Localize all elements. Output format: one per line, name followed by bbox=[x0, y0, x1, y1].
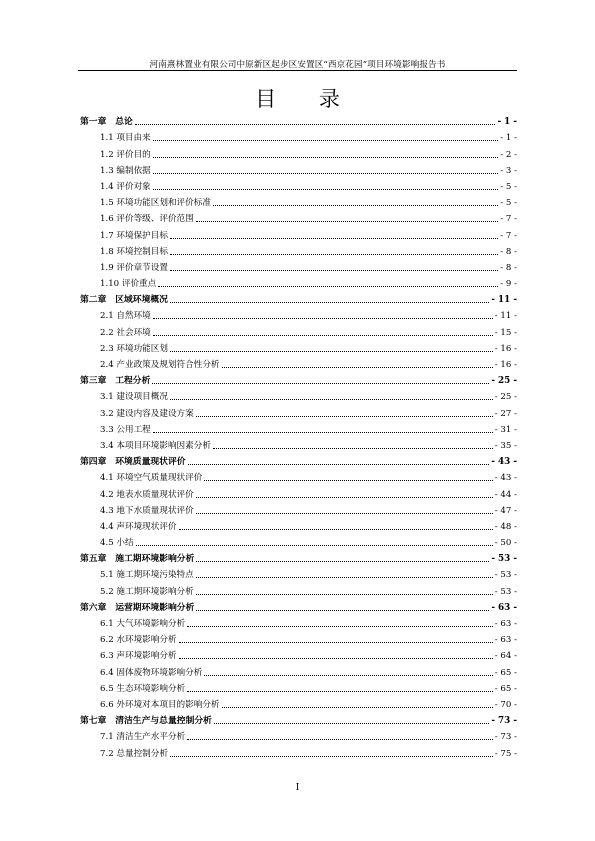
dot-leader bbox=[170, 345, 493, 352]
toc-entry-page: - 31 - bbox=[494, 424, 517, 435]
toc-entry-label: 第三章 工程分析 bbox=[80, 376, 151, 387]
dot-leader bbox=[196, 507, 493, 514]
toc-entry-page: - 47 - bbox=[494, 505, 517, 516]
toc-entry-page: - 35 - bbox=[494, 440, 517, 451]
dot-leader bbox=[222, 701, 493, 708]
toc-entry-label: 6.1 大气环境影响分析 bbox=[100, 619, 186, 629]
toc-section-entry[interactable] bbox=[80, 580, 517, 596]
toc-entry-page: - 15 - bbox=[494, 327, 517, 338]
toc-section-entry[interactable] bbox=[80, 143, 517, 159]
toc-entry-page: - 73 - bbox=[494, 732, 517, 743]
toc-chapter-entry[interactable] bbox=[80, 370, 517, 386]
toc-entry-page: - 8 - bbox=[500, 246, 517, 257]
dot-leader bbox=[170, 296, 489, 303]
toc-section-entry[interactable] bbox=[80, 338, 517, 354]
dot-leader bbox=[213, 442, 493, 449]
dot-leader bbox=[153, 134, 498, 141]
toc-entry-label: 第七章 清洁生产与总量控制分析 bbox=[80, 716, 212, 727]
dot-leader bbox=[188, 458, 490, 465]
toc-section-entry[interactable] bbox=[80, 402, 517, 418]
toc-entry-label: 7.2 总量控制分析 bbox=[100, 748, 168, 759]
toc-entry-page: - 53 - bbox=[494, 586, 517, 597]
toc-entry-page: - 16 - bbox=[494, 360, 517, 370]
table-of-contents bbox=[80, 111, 517, 759]
dot-leader bbox=[213, 199, 498, 206]
toc-entry-page: - 25 - bbox=[491, 376, 517, 387]
toc-title: 目 录 bbox=[255, 87, 358, 111]
dot-leader bbox=[170, 393, 493, 400]
toc-entry-page: - 70 - bbox=[494, 699, 517, 710]
dot-leader bbox=[136, 539, 493, 546]
toc-section-entry[interactable] bbox=[80, 467, 517, 483]
toc-entry-label: 3.3 公用工程 bbox=[100, 424, 151, 435]
dot-leader bbox=[196, 588, 493, 595]
dot-leader bbox=[153, 329, 493, 336]
toc-entry-label: 1.9 评价章节设置 bbox=[100, 262, 168, 273]
toc-section-entry[interactable] bbox=[80, 321, 517, 337]
toc-entry-page: - 50 - bbox=[494, 538, 517, 549]
toc-entry-label: 2.4 产业政策及规划符合性分析 bbox=[100, 360, 220, 370]
toc-section-entry[interactable] bbox=[80, 176, 517, 192]
toc-entry-page: - 5 - bbox=[500, 181, 517, 192]
toc-entry-label: 第五章 施工期环境影响分析 bbox=[80, 554, 195, 565]
toc-entry-page: - 65 - bbox=[494, 667, 517, 678]
dot-leader bbox=[179, 636, 493, 643]
toc-entry-page: - 11 - bbox=[491, 295, 517, 306]
dot-leader bbox=[187, 733, 493, 740]
toc-entry-page: - 11 - bbox=[494, 311, 517, 322]
toc-entry-page: - 2 - bbox=[500, 149, 517, 160]
dot-leader bbox=[170, 232, 498, 239]
toc-entry-label: 4.1 环境空气质量现状评价 bbox=[100, 473, 203, 484]
toc-entry-page: - 44 - bbox=[494, 489, 517, 500]
toc-entry-label: 6.5 生态环境影响分析 bbox=[100, 683, 186, 694]
toc-entry-page: - 8 - bbox=[500, 262, 517, 273]
page-number: I bbox=[295, 783, 300, 793]
toc-entry-label: 6.2 水环境影响分析 bbox=[100, 635, 177, 646]
toc-chapter-entry[interactable] bbox=[80, 548, 517, 564]
toc-entry-label: 5.2 施工期环境影响分析 bbox=[100, 586, 194, 597]
toc-section-entry[interactable] bbox=[80, 273, 517, 289]
toc-section-entry[interactable] bbox=[80, 386, 517, 402]
toc-section-entry[interactable] bbox=[80, 613, 517, 629]
toc-entry-page: - 25 - bbox=[494, 392, 517, 403]
toc-chapter-entry[interactable] bbox=[80, 597, 517, 613]
dot-leader bbox=[196, 571, 493, 578]
dot-leader bbox=[170, 750, 493, 757]
toc-section-entry[interactable] bbox=[80, 661, 517, 677]
toc-entry-label: 3.2 建设内容及建设方案 bbox=[100, 408, 194, 419]
toc-entry-label: 2.2 社会环境 bbox=[100, 327, 151, 338]
toc-entry-label: 4.3 地下水质量现状评价 bbox=[100, 505, 194, 516]
toc-entry-label: 1.10 评价重点 bbox=[100, 279, 157, 290]
toc-section-entry[interactable] bbox=[80, 532, 517, 548]
dot-leader bbox=[222, 361, 493, 368]
toc-section-entry[interactable] bbox=[80, 516, 517, 532]
dot-leader bbox=[196, 491, 493, 498]
toc-entry-label: 4.5 小结 bbox=[100, 538, 134, 549]
dot-leader bbox=[135, 118, 496, 125]
toc-entry-label: 2.1 自然环境 bbox=[100, 311, 151, 322]
toc-section-entry[interactable] bbox=[80, 742, 517, 758]
toc-entry-label: 2.3 环境功能区划 bbox=[100, 343, 168, 354]
dot-leader bbox=[152, 377, 489, 384]
toc-entry-label: 1.7 环境保护目标 bbox=[100, 230, 168, 241]
toc-section-entry[interactable] bbox=[80, 354, 517, 370]
toc-entry-page: - 63 - bbox=[494, 635, 517, 646]
toc-entry-page: - 64 - bbox=[494, 651, 517, 662]
toc-entry-label: 4.4 声环境现状评价 bbox=[100, 521, 177, 532]
toc-section-entry[interactable] bbox=[80, 257, 517, 273]
dot-leader bbox=[179, 652, 493, 659]
toc-section-entry[interactable] bbox=[80, 192, 517, 208]
dot-leader bbox=[196, 410, 493, 417]
dot-leader bbox=[153, 183, 498, 190]
toc-entry-page: - 3 - bbox=[500, 165, 517, 176]
dot-leader bbox=[187, 620, 493, 627]
toc-section-entry[interactable] bbox=[80, 483, 517, 499]
dot-leader bbox=[153, 151, 498, 158]
toc-entry-page: - 1 - bbox=[497, 117, 517, 128]
toc-entry-label: 3.1 建设项目概况 bbox=[100, 392, 168, 403]
toc-entry-label: 7.1 清洁生产水平分析 bbox=[100, 732, 186, 743]
dot-leader bbox=[196, 604, 489, 611]
toc-section-entry[interactable] bbox=[80, 208, 517, 224]
dot-leader bbox=[214, 717, 489, 724]
dot-leader bbox=[170, 248, 498, 255]
toc-section-entry[interactable] bbox=[80, 160, 517, 176]
toc-entry-page: - 43 - bbox=[494, 473, 517, 484]
toc-entry-label: 6.4 固体废物环境影响分析 bbox=[100, 667, 203, 678]
dot-leader bbox=[153, 312, 493, 319]
toc-entry-label: 1.4 评价对象 bbox=[100, 181, 151, 192]
toc-section-entry[interactable] bbox=[80, 564, 517, 580]
toc-entry-label: 第一章 总论 bbox=[80, 117, 133, 128]
toc-section-entry[interactable] bbox=[80, 419, 517, 435]
toc-entry-label: 第二章 区域环境概况 bbox=[80, 295, 168, 306]
toc-entry-label: 5.1 施工期环境污染特点 bbox=[100, 570, 194, 581]
dot-leader bbox=[196, 555, 489, 562]
toc-entry-label: 第四章 环境质量现状评价 bbox=[80, 457, 186, 468]
toc-entry-label: 6.3 声环境影响分析 bbox=[100, 651, 177, 662]
toc-section-entry[interactable] bbox=[80, 694, 517, 710]
toc-entry-page: - 63 - bbox=[491, 602, 517, 613]
toc-entry-page: - 65 - bbox=[494, 683, 517, 694]
toc-entry-page: - 27 - bbox=[494, 408, 517, 419]
toc-entry-page: - 63 - bbox=[494, 619, 517, 629]
toc-section-entry[interactable] bbox=[80, 629, 517, 645]
toc-entry-page: - 43 - bbox=[491, 457, 517, 468]
toc-entry-label: 1.5 环境功能区划和评价标准 bbox=[100, 198, 211, 209]
dot-leader bbox=[158, 280, 498, 287]
toc-entry-label: 4.2 地表水质量现状评价 bbox=[100, 489, 194, 500]
toc-section-entry[interactable] bbox=[80, 645, 517, 661]
toc-entry-page: - 53 - bbox=[491, 554, 517, 565]
toc-section-entry[interactable] bbox=[80, 435, 517, 451]
toc-section-entry[interactable] bbox=[80, 726, 517, 742]
toc-entry-label: 3.4 本项目环境影响因素分析 bbox=[100, 440, 211, 451]
toc-section-entry[interactable] bbox=[80, 241, 517, 257]
dot-leader bbox=[153, 426, 493, 433]
dot-leader bbox=[153, 167, 498, 174]
toc-entry-page: - 73 - bbox=[491, 716, 517, 727]
toc-entry-label: 1.3 编制依据 bbox=[100, 165, 151, 176]
header-rule bbox=[78, 70, 517, 71]
toc-entry-label: 1.2 评价目的 bbox=[100, 149, 151, 160]
toc-chapter-entry[interactable] bbox=[80, 710, 517, 726]
running-header: 河南熹林置业有限公司中原新区起步区安置区“西京花园”项目环境影响报告书 bbox=[149, 60, 446, 70]
toc-section-entry[interactable] bbox=[80, 500, 517, 516]
dot-leader bbox=[187, 685, 493, 692]
toc-section-entry[interactable] bbox=[80, 224, 517, 240]
toc-entry-page: - 9 - bbox=[500, 279, 517, 290]
toc-chapter-entry[interactable] bbox=[80, 289, 517, 305]
dot-leader bbox=[196, 215, 499, 222]
dot-leader bbox=[179, 523, 493, 530]
toc-entry-label: 1.8 环境控制目标 bbox=[100, 246, 168, 257]
toc-entry-label: 1.6 评价等级、评价范围 bbox=[100, 214, 194, 225]
toc-chapter-entry[interactable] bbox=[80, 451, 517, 467]
dot-leader bbox=[204, 669, 492, 676]
toc-entry-label: 第六章 运营期环境影响分析 bbox=[80, 602, 195, 613]
toc-entry-page: - 16 - bbox=[494, 343, 517, 354]
toc-entry-page: - 5 - bbox=[500, 198, 517, 209]
toc-entry-page: - 48 - bbox=[494, 521, 517, 532]
toc-entry-page: - 7 - bbox=[500, 230, 517, 241]
toc-entry-page: - 7 - bbox=[500, 214, 517, 225]
toc-section-entry[interactable] bbox=[80, 305, 517, 321]
toc-section-entry[interactable] bbox=[80, 678, 517, 694]
toc-chapter-entry[interactable] bbox=[80, 111, 517, 127]
toc-entry-page: - 53 - bbox=[494, 570, 517, 581]
dot-leader bbox=[204, 474, 492, 481]
toc-entry-page: - 1 - bbox=[500, 133, 517, 144]
toc-entry-page: - 75 - bbox=[494, 748, 517, 759]
toc-section-entry[interactable] bbox=[80, 127, 517, 143]
toc-entry-label: 1.1 项目由来 bbox=[100, 133, 151, 144]
toc-entry-label: 6.6 外环境对本项目的影响分析 bbox=[100, 699, 220, 710]
dot-leader bbox=[170, 264, 498, 271]
